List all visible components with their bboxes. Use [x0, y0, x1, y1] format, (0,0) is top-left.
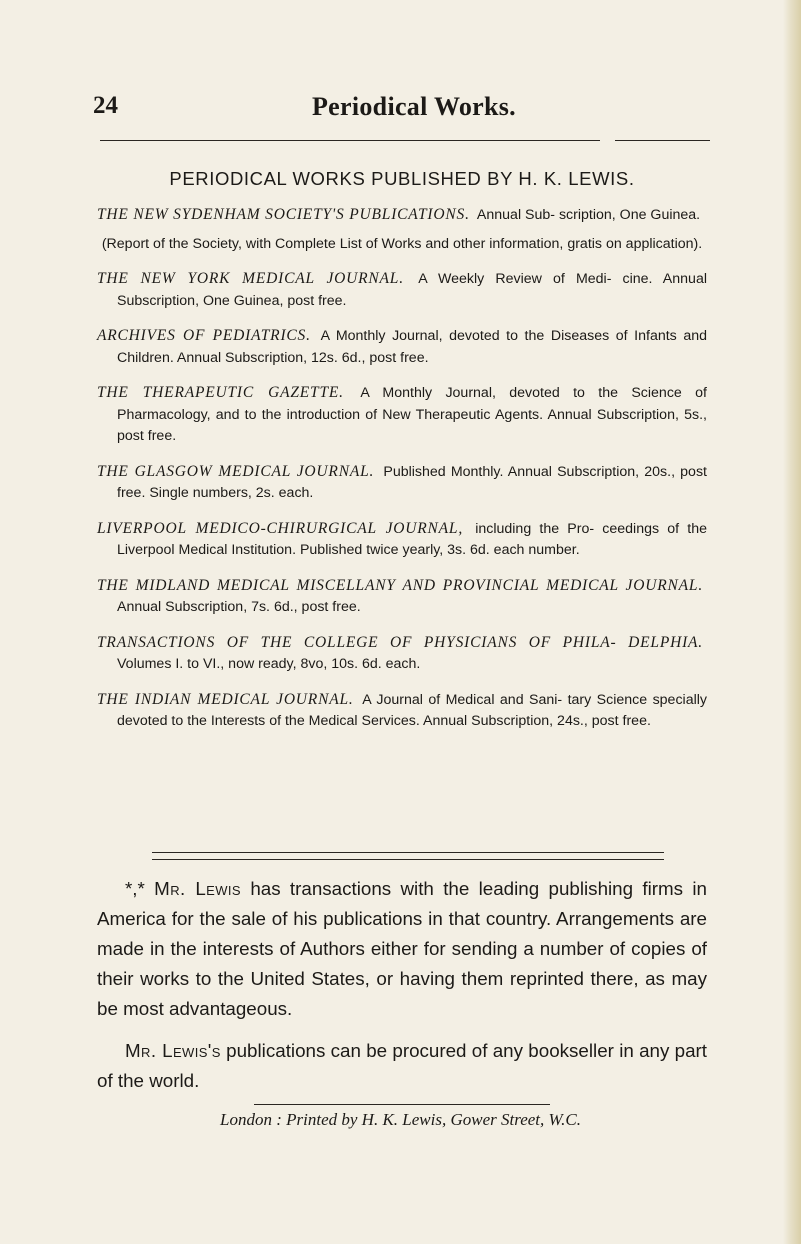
- entry-new-york: [97, 268, 707, 312]
- section-divider: [152, 852, 664, 860]
- entry-liverpool: [97, 518, 707, 562]
- entry-title: THE THERAPEUTIC GAZETTE.: [97, 384, 344, 401]
- entry-sydenham: [97, 204, 707, 227]
- entry-text: A Monthly Journal, devoted to the Diseases of Infants and Children. Annual Subscription, 12s. 6d., post free.: [117, 328, 707, 366]
- publisher-name: Mr. Lewis: [154, 878, 241, 899]
- entry-title: THE NEW YORK MEDICAL JOURNAL.: [97, 270, 404, 287]
- page-edge-shadow: [783, 0, 801, 1244]
- header-rule-long: [100, 140, 600, 141]
- running-title: Periodical Works.: [312, 92, 516, 121]
- imprint-rule: [254, 1104, 550, 1105]
- entry-title: THE GLASGOW MEDICAL JOURNAL.: [97, 462, 375, 480]
- asterism-mark: *,*: [125, 878, 145, 899]
- printer-imprint: London : Printed by H. K. Lewis, Gower Street, W.C.: [220, 1110, 581, 1129]
- entry-text: Annual Subscription, 7s. 6d., post free.: [117, 599, 361, 615]
- entry-text: A Weekly Review of Medi- cine. Annual Subscription, One Guinea, post free.: [117, 271, 707, 309]
- entry-title: TRANSACTIONS OF THE COLLEGE OF PHYSICIANS OF PHILA- DELPHIA.: [97, 633, 703, 651]
- entry-text: A Monthly Journal, devoted to the Science of Pharmacology, and to the introduction of New Therapeutic Agents. Annual Subscription, 5s., post free.: [117, 385, 707, 444]
- section-heading: PERIODICAL WORKS PUBLISHED BY H. K. LEWIS.: [169, 168, 635, 189]
- entry-text: Annual Sub- scription, One Guinea.: [476, 207, 701, 223]
- entry-title: THE NEW SYDENHAM SOCIETY'S PUBLICATIONS.: [97, 206, 470, 223]
- entry-text: Volumes I. to VI., now ready, 8vo, 10s. 6d. each.: [117, 656, 421, 672]
- entry-title: THE MIDLAND MEDICAL MISCELLANY AND PROVINCIAL MEDICAL JOURNAL.: [97, 576, 703, 594]
- publisher-name: Mr. Lewis's: [125, 1040, 221, 1061]
- entry-title: THE INDIAN MEDICAL JOURNAL.: [97, 690, 354, 708]
- header-rule-short: [615, 140, 710, 141]
- entry-title: ARCHIVES OF PEDIATRICS.: [97, 327, 311, 344]
- running-head: [0, 88, 801, 128]
- periodicals-list: [97, 168, 707, 746]
- entry-glasgow: [97, 461, 707, 505]
- sydenham-note: (Report of the Society, with Complete List of Works and other information, gratis on application).: [101, 235, 703, 252]
- entry-indian: [97, 689, 707, 733]
- notice-text: has transactions with the leading publishing firms in America for the sale of his publications in that country. Arrangements are made in the interests of Authors either for sending a number of copies of their works to the United States, or having them reprinted there, as may be most advantageous.: [97, 878, 707, 1019]
- entry-philadelphia: [97, 632, 707, 676]
- page-number: 24: [93, 92, 118, 119]
- entry-therapeutic-gazette: [97, 382, 707, 448]
- entry-title: LIVERPOOL MEDICO-CHIRURGICAL JOURNAL,: [97, 519, 464, 537]
- notice-text: publications can be procured of any bookseller in any part of the world.: [97, 1040, 708, 1091]
- notice-paragraph-booksellers: [97, 1036, 707, 1096]
- entry-text: including the Pro- ceedings of the Liverpool Medical Institution. Published twice yearly, 3s. 6d. each number.: [117, 520, 707, 558]
- notice-paragraph-america: [97, 874, 707, 1024]
- publisher-notice: [97, 874, 707, 1108]
- entry-text: A Journal of Medical and Sani- tary Science specially devoted to the Interests of the Medical Services. Annual Subscription, 24s., post free.: [117, 691, 707, 729]
- entry-archives-pediatrics: [97, 325, 707, 369]
- entry-midland: [97, 575, 707, 619]
- entry-text: Published Monthly. Annual Subscription, 20s., post free. Single numbers, 2s. each.: [117, 463, 707, 501]
